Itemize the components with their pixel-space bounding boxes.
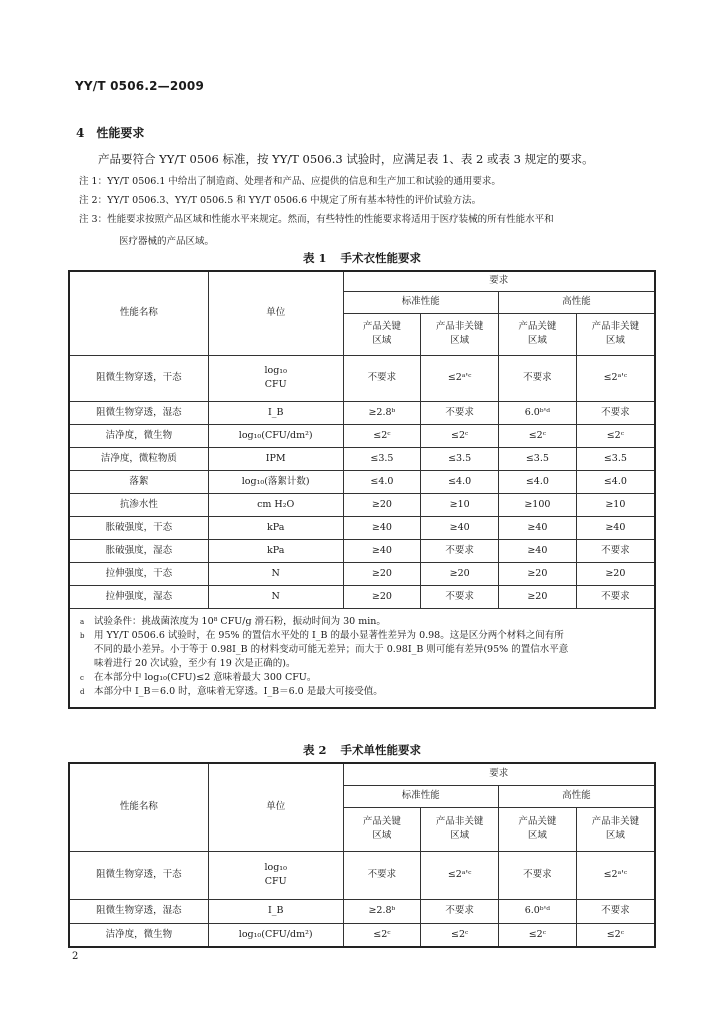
requirement-value: ≥20 <box>499 585 577 608</box>
requirement-value: 不要求 <box>421 539 499 562</box>
requirement-value: ≥40 <box>343 539 421 562</box>
requirement-value: ≥2.8ᵇ <box>343 899 421 923</box>
requirement-value: 不要求 <box>343 355 421 401</box>
requirement-value: 6.0ᵇ'ᵈ <box>499 899 577 923</box>
requirement-value: ≥20 <box>421 562 499 585</box>
requirement-value: ≥100 <box>499 493 577 516</box>
unit-cell: kPa <box>208 539 343 562</box>
property-name: 洁净度，微粒物质 <box>69 447 208 470</box>
requirement-value: ≤4.0 <box>421 470 499 493</box>
requirement-value: 不要求 <box>421 899 499 923</box>
header-requirement: 要求 <box>343 763 655 785</box>
table1-number: 表 1 <box>302 251 327 265</box>
header-noncritical: 产品非关键 区域 <box>576 807 655 851</box>
header-standard: 标准性能 <box>343 785 498 807</box>
requirement-value: 不要求 <box>421 401 499 424</box>
property-name: 阻微生物穿透，湿态 <box>69 401 208 424</box>
unit-cell: I_B <box>208 899 343 923</box>
section-title: 性能要求 <box>96 126 145 140</box>
header-standard: 标准性能 <box>343 291 498 313</box>
table-row <box>69 424 655 447</box>
section-heading <box>76 124 144 141</box>
requirement-value: ≤3.5 <box>421 447 499 470</box>
unit-cell: log₁₀(CFU/dm²) <box>208 923 343 947</box>
requirement-value: 不要求 <box>421 585 499 608</box>
note-1: 注 1：YY/T 0506.1 中给出了制造商、处理者和产品、应提供的信息和生产加工和试验的通用要求。 <box>79 176 501 187</box>
requirement-value: ≥40 <box>499 539 577 562</box>
table-row <box>69 923 655 947</box>
unit-cell: N <box>208 562 343 585</box>
unit-cell: log₁₀ CFU <box>208 851 343 899</box>
unit-cell: cm H₂O <box>208 493 343 516</box>
requirement-value: ≥20 <box>576 562 655 585</box>
section-number: 4 <box>76 126 85 140</box>
requirement-value: ≥20 <box>343 493 421 516</box>
intro-paragraph: 产品要符合 YY/T 0506 标准，按 YY/T 0506.3 试验时，应满足表 1、表 2 或表 3 规定的要求。 <box>98 152 594 166</box>
requirement-value: 不要求 <box>576 585 655 608</box>
requirement-value: ≥40 <box>343 516 421 539</box>
requirement-value: ≥10 <box>576 493 655 516</box>
requirement-value: 6.0ᵇ'ᵈ <box>499 401 577 424</box>
table-row <box>69 447 655 470</box>
table-row <box>69 470 655 493</box>
requirement-value: ≥20 <box>343 562 421 585</box>
table1-caption <box>0 250 724 266</box>
header-critical: 产品关键 区域 <box>343 807 421 851</box>
table2-number: 表 2 <box>302 743 327 757</box>
requirement-value: ≥10 <box>421 493 499 516</box>
table-row <box>69 401 655 424</box>
requirement-value: 不要求 <box>499 851 577 899</box>
requirement-value: 不要求 <box>576 401 655 424</box>
table-row <box>69 562 655 585</box>
table-row <box>69 585 655 608</box>
requirement-value: ≤2ᵃ'ᶜ <box>576 851 655 899</box>
requirement-value: ≥2.8ᵇ <box>343 401 421 424</box>
table1 <box>68 270 656 709</box>
header-high: 高性能 <box>499 785 656 807</box>
table-row <box>69 851 655 899</box>
requirement-value: ≤2ᶜ <box>576 923 655 947</box>
property-name: 胀破强度，干态 <box>69 516 208 539</box>
property-name: 阻微生物穿透，干态 <box>69 851 208 899</box>
header-requirement: 要求 <box>343 271 655 291</box>
requirement-value: ≤2ᶜ <box>421 923 499 947</box>
header-noncritical: 产品非关键 区域 <box>576 313 655 355</box>
unit-cell: N <box>208 585 343 608</box>
note-3-continued: 医疗器械的产品区域。 <box>119 236 215 247</box>
footnote-a: a 试验条件：挑战菌浓度为 10⁸ CFU/g 滑石粉，振动时间为 30 min。 <box>80 615 386 627</box>
requirement-value: ≥20 <box>499 562 577 585</box>
header-noncritical: 产品非关键 区域 <box>421 807 499 851</box>
table2 <box>68 762 656 948</box>
requirement-value: ≤2ᵃ'ᶜ <box>421 355 499 401</box>
footnote-c: c 在本部分中 log₁₀(CFU)≤2 意味着最大 300 CFU。 <box>80 671 317 683</box>
requirement-value: ≤3.5 <box>576 447 655 470</box>
requirement-value: ≤3.5 <box>499 447 577 470</box>
property-name: 拉伸强度，湿态 <box>69 585 208 608</box>
requirement-value: ≤4.0 <box>576 470 655 493</box>
property-name: 落絮 <box>69 470 208 493</box>
requirement-value: ≤3.5 <box>343 447 421 470</box>
header-name: 性能名称 <box>69 763 208 851</box>
requirement-value: ≤2ᶜ <box>499 424 577 447</box>
requirement-value: ≤2ᶜ <box>499 923 577 947</box>
header-critical: 产品关键 区域 <box>499 313 577 355</box>
requirement-value: ≤2ᶜ <box>576 424 655 447</box>
requirement-value: ≥40 <box>421 516 499 539</box>
table1-title: 手术衣性能要求 <box>340 251 421 265</box>
unit-cell: kPa <box>208 516 343 539</box>
property-name: 胀破强度，湿态 <box>69 539 208 562</box>
requirement-value: ≤2ᵃ'ᶜ <box>576 355 655 401</box>
unit-cell: IPM <box>208 447 343 470</box>
header-high: 高性能 <box>499 291 656 313</box>
property-name: 洁净度，微生物 <box>69 923 208 947</box>
requirement-value: ≤4.0 <box>499 470 577 493</box>
requirement-value: 不要求 <box>576 539 655 562</box>
property-name: 拉伸强度，干态 <box>69 562 208 585</box>
unit-cell: log₁₀(CFU/dm²) <box>208 424 343 447</box>
header-name: 性能名称 <box>69 271 208 355</box>
table2-title: 手术单性能要求 <box>340 743 421 757</box>
requirement-value: ≥40 <box>499 516 577 539</box>
table-row <box>69 516 655 539</box>
property-name: 阻微生物穿透，干态 <box>69 355 208 401</box>
unit-cell: I_B <box>208 401 343 424</box>
requirement-value: ≤2ᵃ'ᶜ <box>421 851 499 899</box>
unit-cell: log₁₀ CFU <box>208 355 343 401</box>
note-2: 注 2：YY/T 0506.3、YY/T 0506.5 和 YY/T 0506.6 中规定了所有基本特性的评价试验方法。 <box>79 195 482 206</box>
footnote-b-cont: 味着进行 20 次试验，至少有 19 次是正确的)。 <box>94 657 296 669</box>
requirement-value: ≥20 <box>343 585 421 608</box>
requirement-value: 不要求 <box>499 355 577 401</box>
requirement-value: 不要求 <box>343 851 421 899</box>
requirement-value: ≤2ᶜ <box>343 923 421 947</box>
requirement-value: ≤4.0 <box>343 470 421 493</box>
doc-header: YY/T 0506.2—2009 <box>75 79 205 93</box>
footnote-b: b 用 YY/T 0506.6 试验时，在 95% 的置信水平处的 I_B 的最小显著性差异为 0.98。这是区分两个材料之间有所 <box>80 629 564 641</box>
footnote-d: d 本部分中 I_B＝6.0 时，意味着无穿透。I_B＝6.0 是最大可接受值。 <box>80 685 383 697</box>
table-row <box>69 493 655 516</box>
requirement-value: ≥40 <box>576 516 655 539</box>
table-row <box>69 539 655 562</box>
table-row <box>69 355 655 401</box>
requirement-value: ≤2ᶜ <box>343 424 421 447</box>
table2-caption <box>0 742 724 758</box>
property-name: 抗渗水性 <box>69 493 208 516</box>
unit-cell: log₁₀(落絮计数) <box>208 470 343 493</box>
header-unit: 单位 <box>208 763 343 851</box>
header-noncritical: 产品非关键 区域 <box>421 313 499 355</box>
table1-footnotes <box>69 608 655 708</box>
header-critical: 产品关键 区域 <box>343 313 421 355</box>
note-3: 注 3：性能要求按照产品区域和性能水平来规定。然而，有些特性的性能要求将适用于医疗装械的所有性能水平和 <box>79 214 554 225</box>
page-number: 2 <box>72 951 79 962</box>
footnote-b-cont: 不同的最小差异。小于等于 0.98I_B 的材料变动可能无差异；而大于 0.98I_B 则可能有差异(95% 的置信水平意 <box>94 643 569 655</box>
property-name: 洁净度，微生物 <box>69 424 208 447</box>
header-critical: 产品关键 区域 <box>499 807 577 851</box>
requirement-value: 不要求 <box>576 899 655 923</box>
property-name: 阻微生物穿透，湿态 <box>69 899 208 923</box>
requirement-value: ≤2ᶜ <box>421 424 499 447</box>
header-unit: 单位 <box>208 271 343 355</box>
table-row <box>69 899 655 923</box>
